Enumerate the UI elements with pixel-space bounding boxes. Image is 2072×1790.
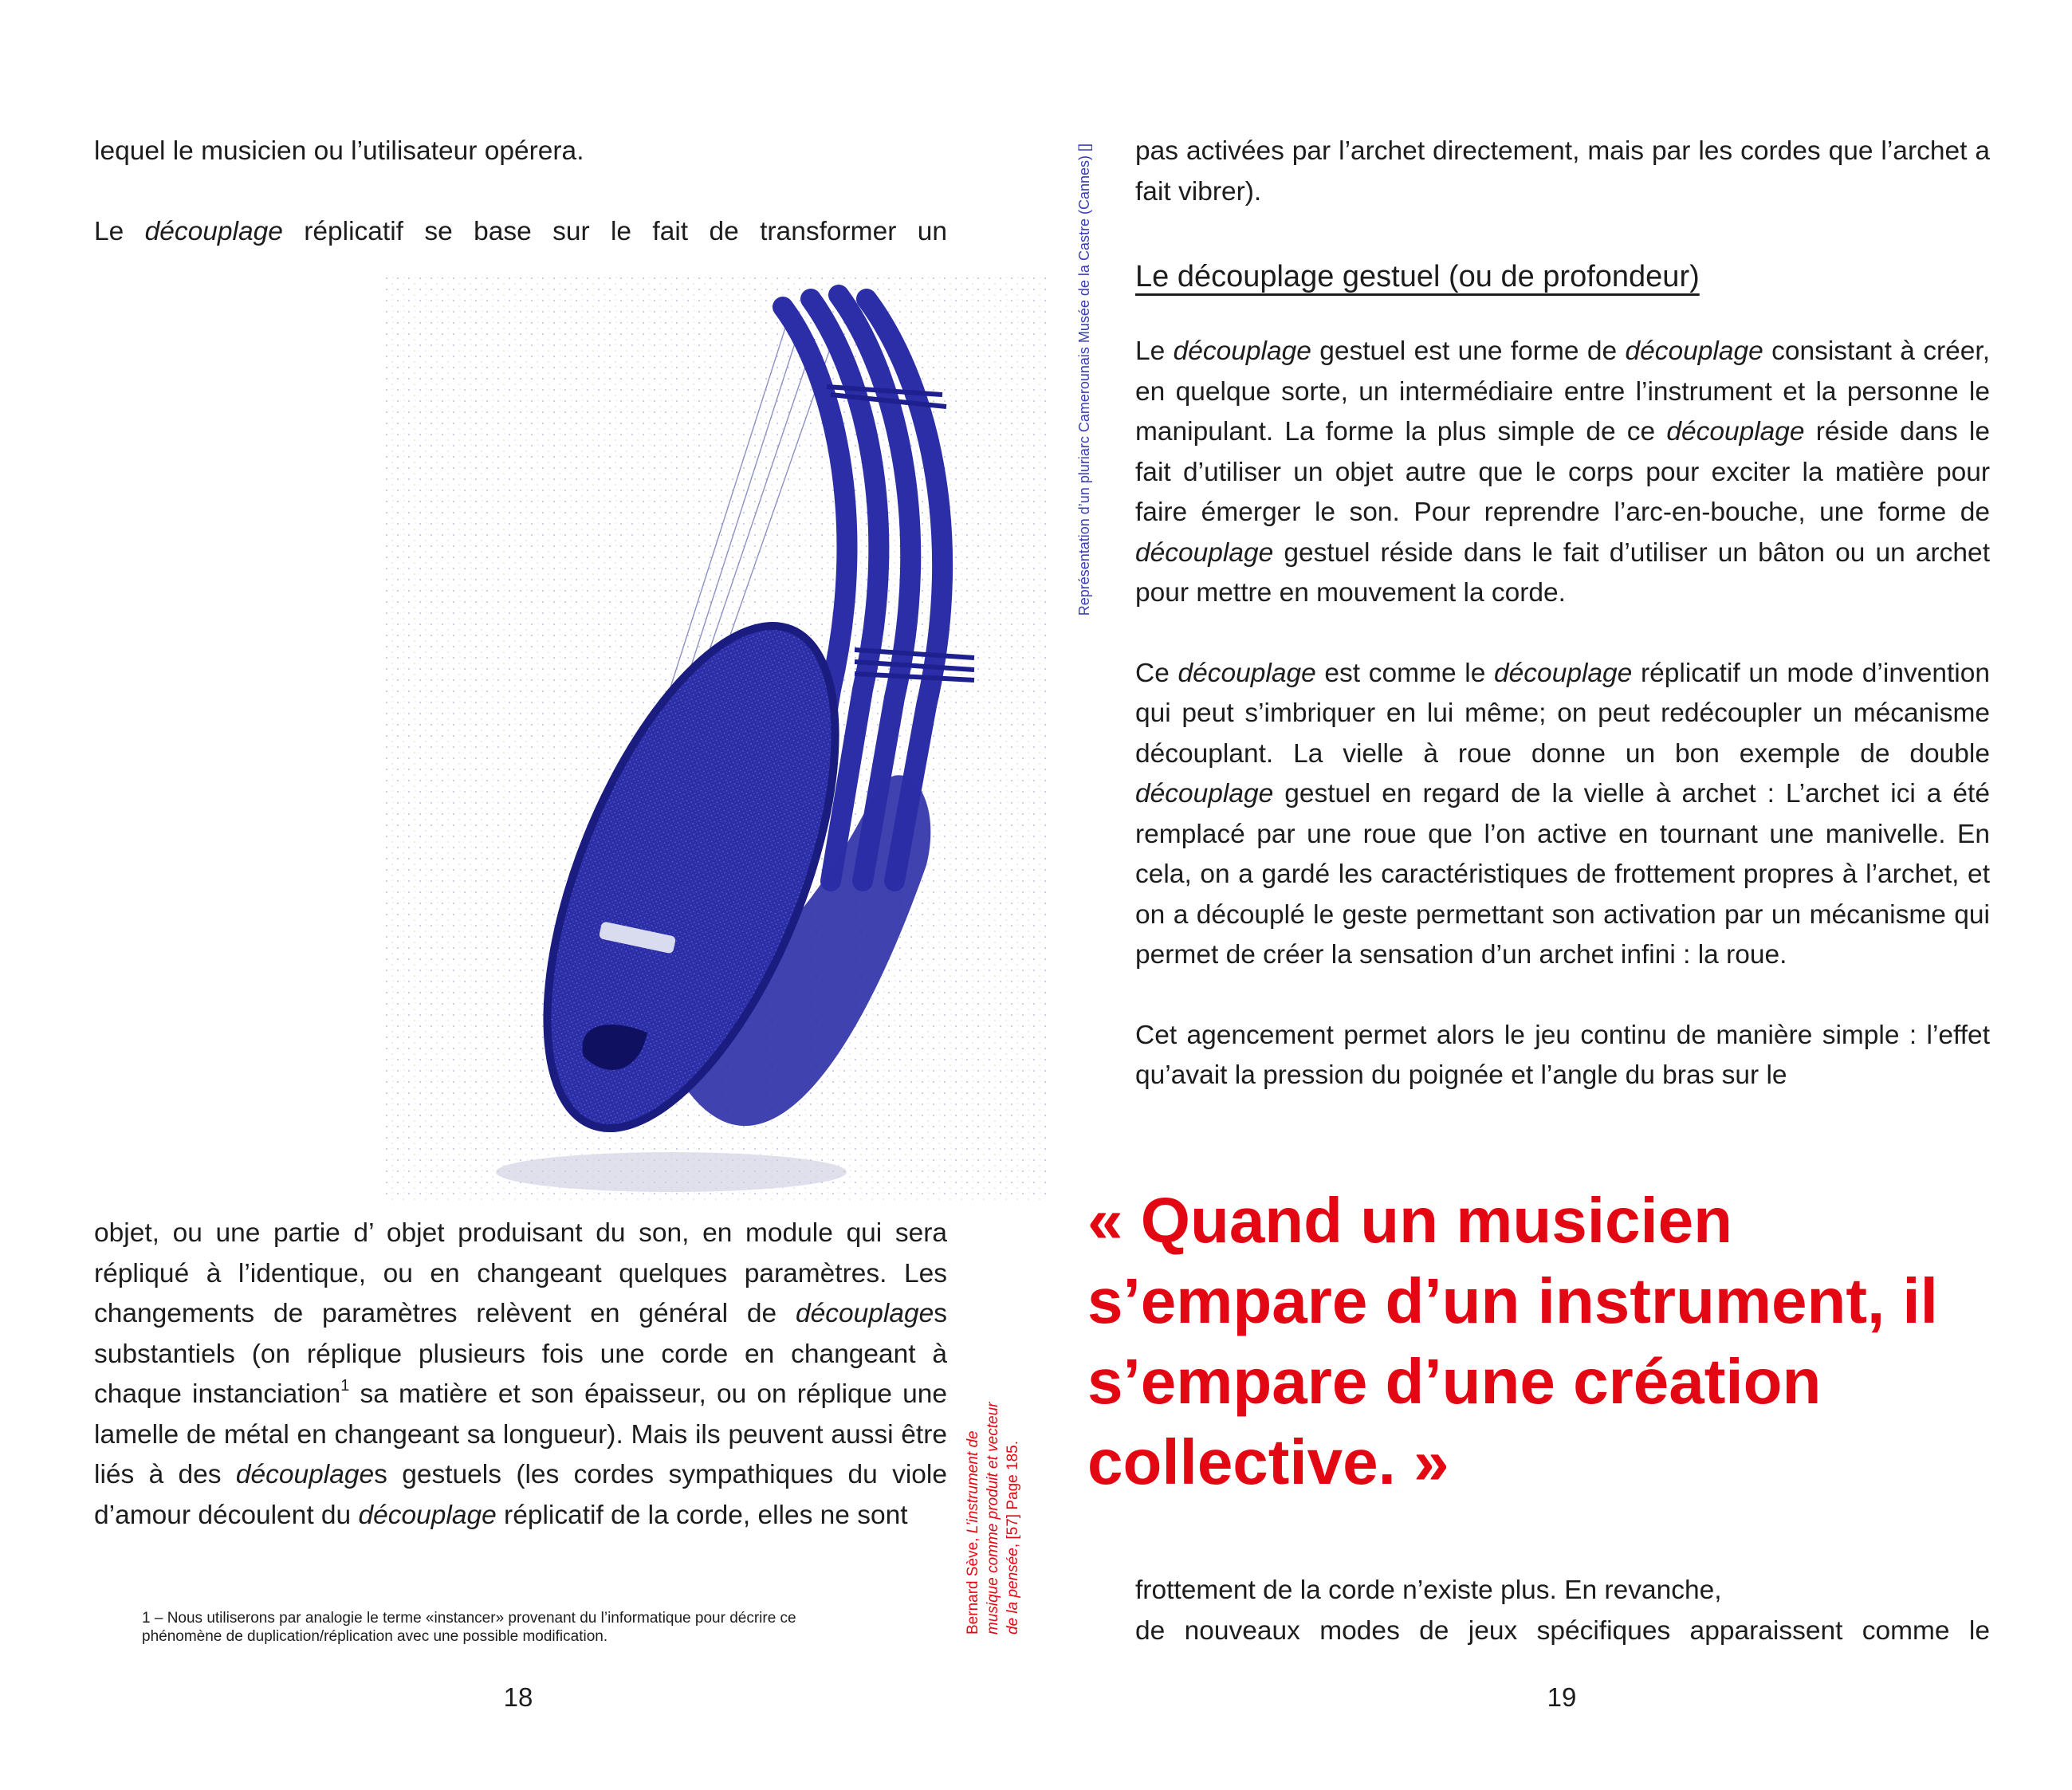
right-paragraph-2: Ce découplage est comme le découplage réplicatif un mode d’invention qui peut s’imbriquer en lui même; on peut redécoupler un mécanisme découplant. La vielle à roue donne un bon exemple de double découplage gestuel en regard de la vielle à archet : L’archet ici a été remplacé par une roue que l’on active en tournant une manivelle. En cela, on a gardé les caractéristiques de frottement propres à l’archet, et on a découplé le geste permettant son activation par un mécanisme qui permet de créer la sensation d’un archet infini : la roue.: [1135, 658, 1990, 970]
right-bottom-line-1: frottement de la corde n’existe plus. En revanche,: [1135, 1576, 1722, 1605]
section-heading: Le découplage gestuel (ou de profondeur): [1135, 260, 1700, 293]
right-top-paragraph: pas activées par l’archet directement, mais par les cordes que l’archet a fait vibrer).: [1135, 136, 1990, 207]
footnote: 1 – Nous utiliserons par analogie le terme «instancer» provenant du l’informatique pour décrire ce phénomène de duplication/réplication avec une possible modification.: [142, 1610, 796, 1645]
footnote-marker: 1: [340, 1377, 350, 1395]
left-intro-line: Le découplage réplicatif se base sur le fait de transformer un: [94, 216, 947, 246]
right-paragraph-3: Cet agencement permet alors le jeu continu de manière simple : l’effet qu’avait la pression du poignée et l’angle du bras sur le: [1135, 1020, 1990, 1090]
right-bottom-text: [1135, 1571, 1990, 1651]
left-body-paragraph: objet, ou une partie d’ objet produisant du son, en module qui sera répliqué à l’identique, ou en changeant quelques paramètres. Les changements de paramètres relèvent en général de découplages substantiels (on réplique plusieurs fois une corde en changeant à chaque instanciation$^1$ sa matière et son épaisseur, ou on réplique une lamelle de métal en changeant sa longueur). Mais ils peuvent aussi être liés à des découplages gestuels (les cordes sympathiques du viole d’amour découlent du découplage réplicatif de la corde, elles ne sont: [94, 1218, 947, 1530]
pluriarc-illustration: [384, 275, 1046, 1200]
right-bottom-line-2: de nouveaux modes de jeux spécifiques apparaissent comme le: [1135, 1615, 1990, 1646]
image-caption: Représentation d’un pluriarc Camerounais Musée de la Castre (Cannes) []: [1076, 144, 1092, 616]
left-top-text: [94, 132, 947, 252]
page-number-left: 18: [503, 1682, 533, 1712]
side-citation: Bernard Sève, L’instrument de musique comme produit et vecteur de la pensée, [57] Page 185.: [965, 1402, 1021, 1635]
right-text-column: [1135, 132, 1990, 1096]
right-paragraph-1: Le découplage gestuel est une forme de découplage consistant à créer, en quelque sorte, un intermédiaire entre l’instrument et la personne le manipulant. La forme la plus simple de ce découplage réside dans le fait d’utiliser un objet autre que le corps pour exciter la matière pour faire émerger le son. Pour reprendre l’arc-en-bouche, une forme de découplage gestuel réside dans le fait d’utiliser un bâton ou un archet pour mettre en mouvement la corde.: [1135, 336, 1991, 608]
pull-quote: « Quand un musicien s’empare d’un instrument, il s’empare d’une création collective. »: [1087, 1185, 1938, 1497]
left-body-text: [94, 1214, 947, 1536]
left-top-line: lequel le musicien ou l’utilisateur opérera.: [94, 136, 584, 166]
page-number-right: 19: [1547, 1682, 1577, 1712]
